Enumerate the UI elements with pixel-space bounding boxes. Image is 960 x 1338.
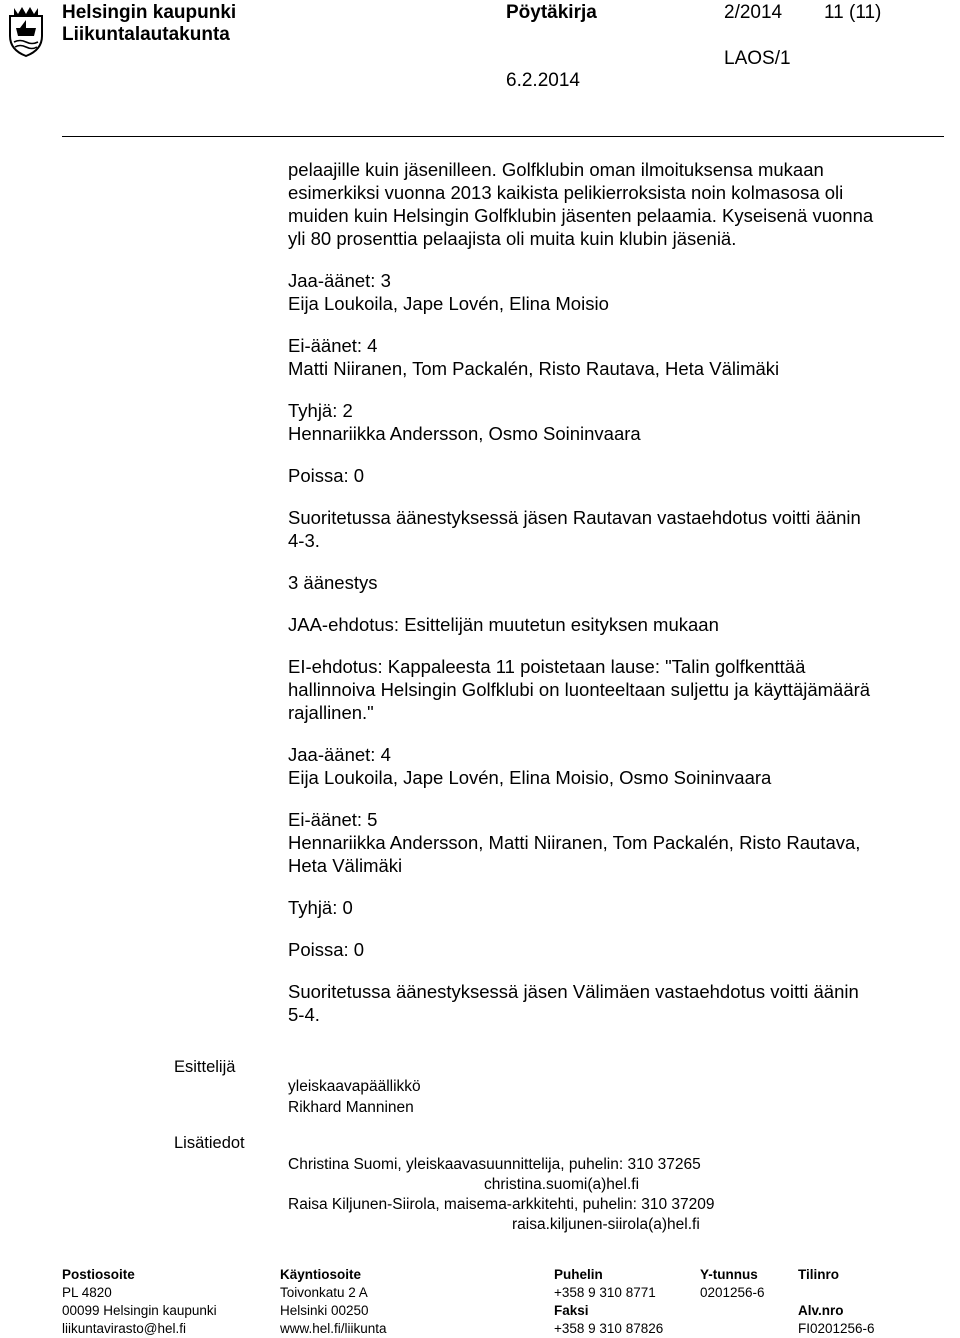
contact-email: christina.suomi(a)hel.fi	[484, 1176, 640, 1193]
footer-heading: Puhelin	[554, 1267, 603, 1282]
vote2-blank-names: Hennariikka Andersson, Osmo Soininvaara	[288, 423, 641, 444]
spacer	[288, 724, 948, 743]
meeting-date: 6.2.2014	[506, 70, 580, 91]
footer-postal-address	[62, 1266, 217, 1338]
spacer	[288, 636, 948, 655]
spacer	[288, 250, 948, 269]
document-body	[288, 158, 948, 1026]
vote2-result: 4-3.	[288, 530, 320, 551]
footer-line: +358 9 310 87826	[554, 1321, 664, 1336]
footer-heading: Faksi	[554, 1303, 589, 1318]
paragraph-line: pelaajille kuin jäsenilleen. Golfklubin oman ilmoituksensa mukaan	[288, 159, 824, 180]
spacer	[288, 380, 948, 399]
footer-visiting-address	[280, 1266, 387, 1338]
vote3-jaa-proposal: JAA-ehdotus: Esittelijän muutetun esityksen mukaan	[288, 614, 719, 635]
vote2-blank-label: Tyhjä: 2	[288, 400, 353, 421]
paragraph-line: yli 80 prosenttia pelaajista oli muita kuin klubin jäseniä.	[288, 228, 737, 249]
presenter-name: Rikhard Manninen	[288, 1099, 414, 1116]
vote3-ei-proposal: EI-ehdotus: Kappaleesta 11 poistetaan lause: "Talin golfkenttää	[288, 656, 806, 677]
vote3-absent-label: Poissa: 0	[288, 939, 365, 960]
vote2-no-label: Ei-äänet: 4	[288, 335, 378, 356]
vote3-yes-label: Jaa-äänet: 4	[288, 744, 391, 765]
footer-heading: Postiosoite	[62, 1267, 135, 1282]
spacer	[288, 552, 948, 571]
footer-line: Helsinki 00250	[280, 1303, 369, 1318]
spacer	[288, 594, 948, 613]
vote3-ei-proposal: hallinnoiva Helsingin Golfklubi on luonteeltaan suljettu ja käyttäjämäärä	[288, 679, 871, 700]
vote2-absent-label: Poissa: 0	[288, 465, 365, 486]
footer-line: PL 4820	[62, 1285, 112, 1300]
presenter-label: Esittelijä	[174, 1058, 236, 1076]
spacer	[288, 315, 948, 334]
footer-phone	[554, 1266, 663, 1338]
footer-line: +358 9 310 8771	[554, 1285, 656, 1300]
page-number: 11 (11)	[824, 2, 882, 23]
footer-account	[798, 1266, 875, 1338]
document-type: Pöytäkirja	[506, 2, 597, 23]
info-label: Lisätiedot	[174, 1134, 245, 1152]
vote3-title: 3 äänestys	[288, 572, 378, 593]
section-reference: LAOS/1	[724, 48, 791, 69]
vote2-result: Suoritetussa äänestyksessä jäsen Rautavan vastaehdotus voitti äänin	[288, 507, 861, 528]
footer-line: 0201256-6	[700, 1285, 765, 1300]
vote3-no-label: Ei-äänet: 5	[288, 809, 378, 830]
footer-website: www.hel.fi/liikunta	[280, 1321, 387, 1336]
footer-heading: Y-tunnus	[700, 1267, 758, 1282]
vote2-yes-label: Jaa-äänet: 3	[288, 270, 391, 291]
footer-heading: Käyntiosoite	[280, 1267, 362, 1282]
spacer	[288, 877, 948, 896]
contact-line: Christina Suomi, yleiskaavasuunnittelija, puhelin: 310 37265	[288, 1156, 701, 1173]
vote2-yes-names: Eija Loukoila, Jape Lovén, Elina Moisio	[288, 293, 609, 314]
vote3-no-names: Heta Välimäki	[288, 855, 403, 876]
footer-heading: Tilinro	[798, 1267, 840, 1282]
spacer	[798, 1284, 875, 1302]
footer-line: 00099 Helsingin kaupunki	[62, 1303, 217, 1318]
spacer	[288, 919, 948, 938]
spacer	[288, 487, 948, 506]
contact-line: Raisa Kiljunen-Siirola, maisema-arkkitehti, puhelin: 310 37209	[288, 1196, 715, 1213]
board-name: Liikuntalautakunta	[62, 24, 230, 45]
spacer	[288, 961, 948, 980]
contact-email: raisa.kiljunen-siirola(a)hel.fi	[512, 1216, 700, 1233]
presenter-title: yleiskaavapäällikkö	[288, 1078, 421, 1095]
header-divider	[62, 136, 944, 137]
footer-line: Toivonkatu 2 A	[280, 1285, 368, 1300]
spacer	[288, 789, 948, 808]
paragraph-line: esimerkiksi vuonna 2013 kaikista pelikierroksista noin kolmasosa oli	[288, 182, 844, 203]
vote3-result: 5-4.	[288, 1004, 320, 1025]
vote3-blank-label: Tyhjä: 0	[288, 897, 353, 918]
vote3-ei-proposal: rajallinen."	[288, 702, 374, 723]
footer-heading: Alv.nro	[798, 1303, 844, 1318]
organization-name: Helsingin kaupunki	[62, 2, 237, 23]
vote3-result: Suoritetussa äänestyksessä jäsen Välimäen vastaehdotus voitti äänin	[288, 981, 859, 1002]
vote3-yes-names: Eija Loukoila, Jape Lovén, Elina Moisio, Osmo Soininvaara	[288, 767, 772, 788]
paragraph-line: muiden kuin Helsingin Golfklubin jäsenten pelaamia. Kyseisenä vuonna	[288, 205, 874, 226]
footer-business-id	[700, 1266, 765, 1302]
vote2-no-names: Matti Niiranen, Tom Packalén, Risto Rautava, Heta Välimäki	[288, 358, 780, 379]
document-number: 2/2014	[724, 2, 783, 23]
footer-line: FI0201256-6	[798, 1321, 875, 1336]
footer-email: liikuntavirasto@hel.fi	[62, 1321, 187, 1336]
spacer	[288, 445, 948, 464]
helsinki-crest-icon	[6, 2, 46, 60]
vote3-no-names: Hennariikka Andersson, Matti Niiranen, Tom Packalén, Risto Rautava,	[288, 832, 861, 853]
